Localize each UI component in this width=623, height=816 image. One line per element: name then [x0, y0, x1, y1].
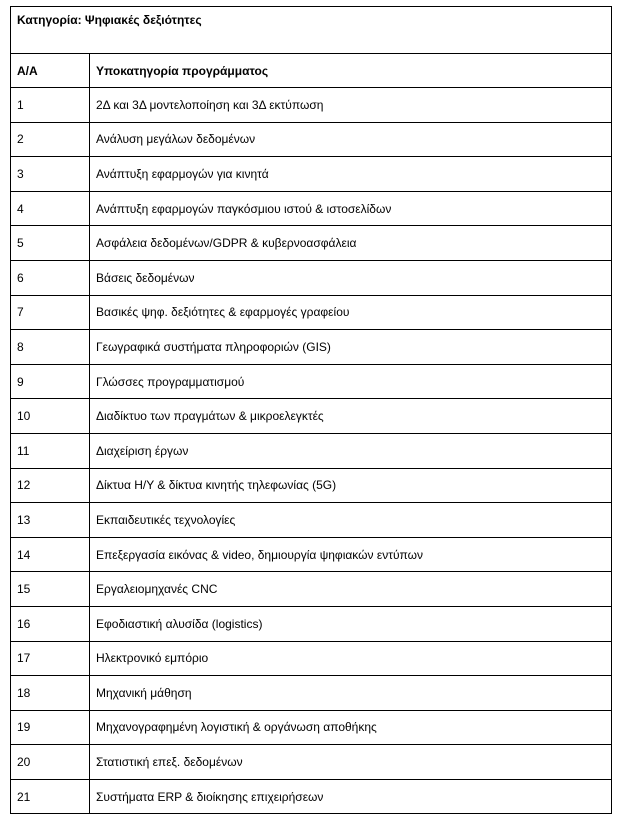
row-subcategory-cell: Βασικές ψηφ. δεξιότητες & εφαρμογές γραφείου: [90, 295, 612, 330]
row-index-cell: 11: [11, 433, 90, 468]
row-index-cell: 5: [11, 226, 90, 261]
programs-table: [10, 6, 612, 814]
row-subcategory-cell: Ηλεκτρονικό εμπόριο: [90, 641, 612, 676]
header-row: [11, 54, 612, 88]
table-row: [11, 433, 612, 468]
table-row: [11, 330, 612, 365]
table-row: [11, 745, 612, 780]
subcategory-column-header: Υποκατηγορία προγράμματος: [90, 54, 612, 88]
row-index-cell: 4: [11, 191, 90, 226]
row-index-cell: 19: [11, 710, 90, 745]
row-subcategory-cell: Γλώσσες προγραμματισμού: [90, 364, 612, 399]
category-title: Κατηγορία: Ψηφιακές δεξιότητες: [11, 7, 612, 54]
row-subcategory-cell: Συστήματα ERP & διοίκησης επιχειρήσεων: [90, 779, 612, 814]
table-row: [11, 572, 612, 607]
category-row: [11, 7, 612, 54]
index-column-header: Α/Α: [11, 54, 90, 88]
row-subcategory-cell: Ανάλυση μεγάλων δεδομένων: [90, 122, 612, 157]
row-subcategory-cell: Διαδίκτυο των πραγμάτων & μικροελεγκτές: [90, 399, 612, 434]
table-row: [11, 710, 612, 745]
table-row: [11, 399, 612, 434]
row-index-cell: 16: [11, 606, 90, 641]
row-subcategory-cell: Μηχανική μάθηση: [90, 676, 612, 711]
table-row: [11, 157, 612, 192]
row-subcategory-cell: Δίκτυα Η/Υ & δίκτυα κινητής τηλεφωνίας (5G): [90, 468, 612, 503]
row-index-cell: 13: [11, 503, 90, 538]
row-subcategory-cell: Ανάπτυξη εφαρμογών παγκόσμιου ιστού & ιστοσελίδων: [90, 191, 612, 226]
table-row: [11, 364, 612, 399]
row-index-cell: 12: [11, 468, 90, 503]
row-subcategory-cell: Ασφάλεια δεδομένων/GDPR & κυβερνοασφάλεια: [90, 226, 612, 261]
table-body: [11, 7, 612, 814]
row-index-cell: 17: [11, 641, 90, 676]
table-row: [11, 88, 612, 123]
row-index-cell: 20: [11, 745, 90, 780]
table-row: [11, 122, 612, 157]
row-subcategory-cell: Επεξεργασία εικόνας & video, δημιουργία ψηφιακών εντύπων: [90, 537, 612, 572]
row-index-cell: 18: [11, 676, 90, 711]
table-row: [11, 779, 612, 814]
table-row: [11, 295, 612, 330]
row-index-cell: 8: [11, 330, 90, 365]
table-row: [11, 468, 612, 503]
row-subcategory-cell: 2Δ και 3Δ μοντελοποίηση και 3Δ εκτύπωση: [90, 88, 612, 123]
row-subcategory-cell: Εργαλειομηχανές CNC: [90, 572, 612, 607]
row-index-cell: 10: [11, 399, 90, 434]
table-row: [11, 191, 612, 226]
row-index-cell: 21: [11, 779, 90, 814]
row-index-cell: 6: [11, 260, 90, 295]
table-row: [11, 260, 612, 295]
row-index-cell: 3: [11, 157, 90, 192]
row-subcategory-cell: Γεωγραφικά συστήματα πληροφοριών (GIS): [90, 330, 612, 365]
row-index-cell: 9: [11, 364, 90, 399]
table-row: [11, 641, 612, 676]
row-subcategory-cell: Διαχείριση έργων: [90, 433, 612, 468]
row-subcategory-cell: Ανάπτυξη εφαρμογών για κινητά: [90, 157, 612, 192]
row-subcategory-cell: Βάσεις δεδομένων: [90, 260, 612, 295]
table-row: [11, 226, 612, 261]
table-row: [11, 676, 612, 711]
table-row: [11, 503, 612, 538]
row-subcategory-cell: Μηχανογραφημένη λογιστική & οργάνωση αποθήκης: [90, 710, 612, 745]
row-subcategory-cell: Εκπαιδευτικές τεχνολογίες: [90, 503, 612, 538]
row-index-cell: 2: [11, 122, 90, 157]
row-index-cell: 1: [11, 88, 90, 123]
table-row: [11, 606, 612, 641]
table-row: [11, 537, 612, 572]
row-subcategory-cell: Στατιστική επεξ. δεδομένων: [90, 745, 612, 780]
row-subcategory-cell: Εφοδιαστική αλυσίδα (logistics): [90, 606, 612, 641]
row-index-cell: 14: [11, 537, 90, 572]
row-index-cell: 15: [11, 572, 90, 607]
row-index-cell: 7: [11, 295, 90, 330]
